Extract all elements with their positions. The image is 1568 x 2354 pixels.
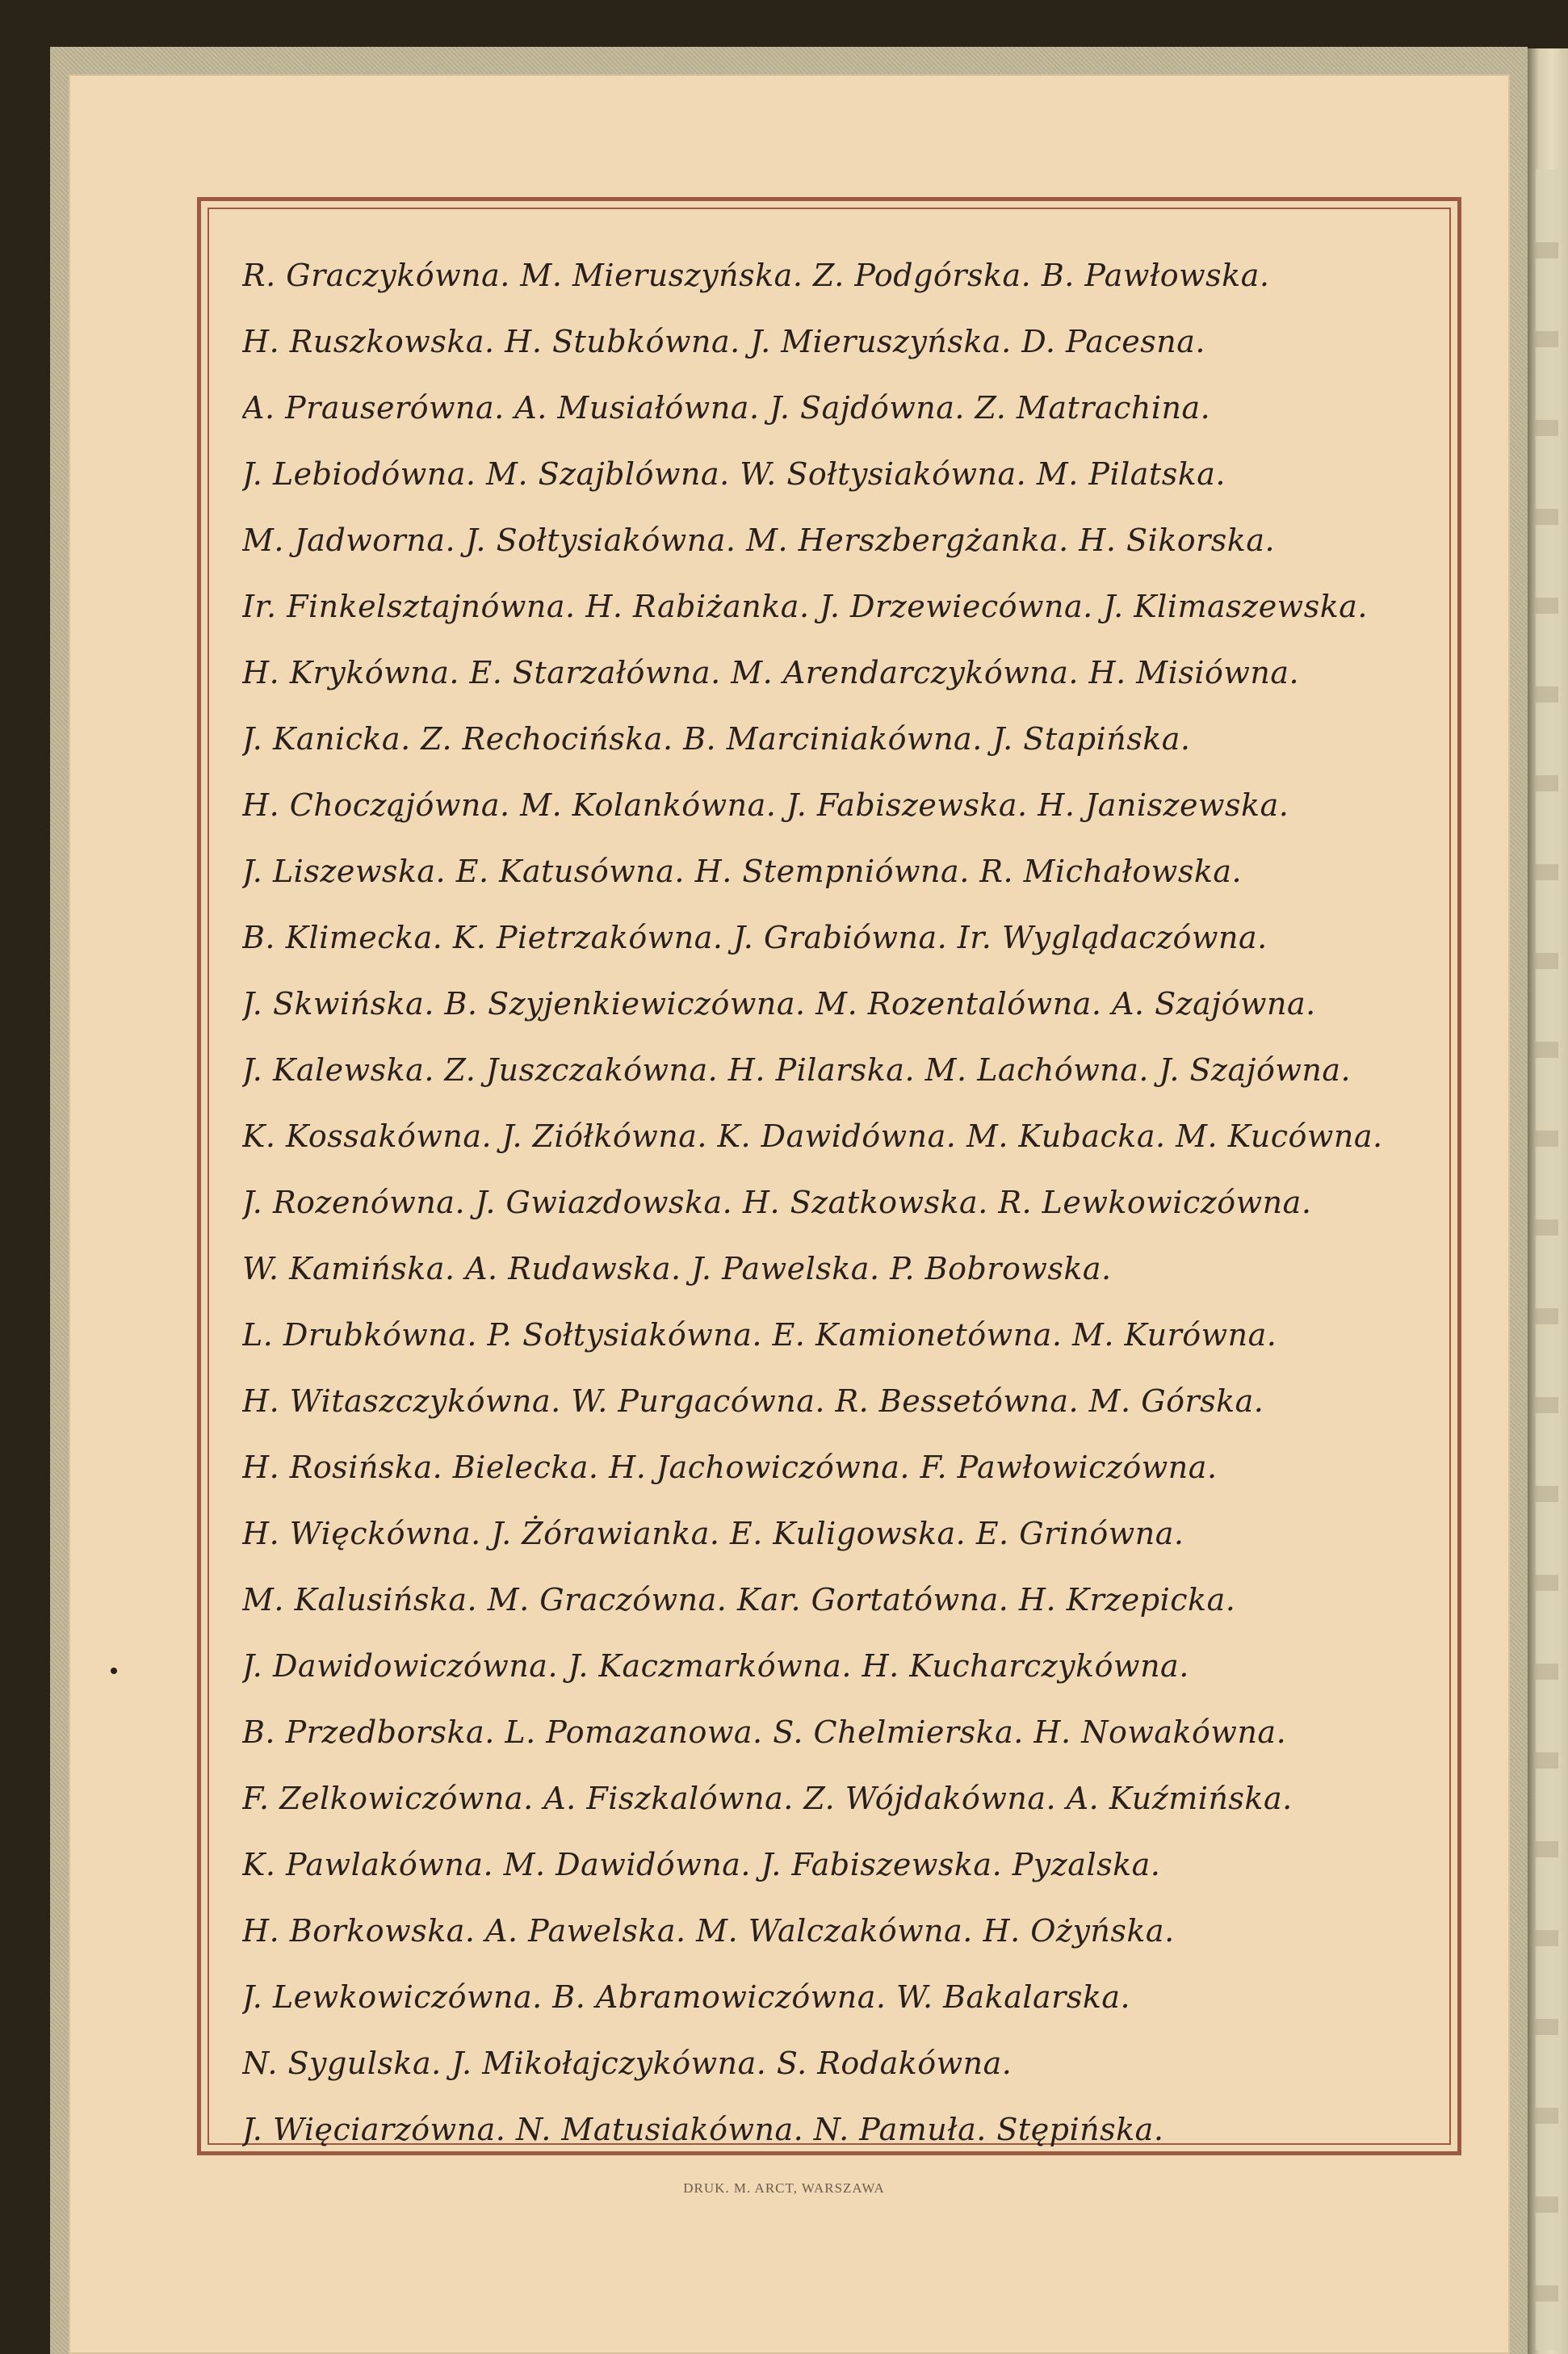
signature-line: H. Ruszkowska. H. Stubkówna. J. Mieruszyńska. D. Pacesna.: [242, 324, 1205, 359]
signature-line: J. Lewkowiczówna. B. Abramowiczówna. W. Bakalarska.: [242, 1979, 1131, 2015]
signature-line: H. Krykówna. E. Starzałówna. M. Arendarczykówna. H. Misiówna.: [242, 655, 1300, 690]
signature-line: J. Skwińska. B. Szyjenkiewiczówna. M. Rozentalówna. A. Szajówna.: [242, 986, 1316, 1022]
signature-list: [242, 242, 1429, 2147]
signature-line: K. Kossakówna. J. Ziółkówna. K. Dawidówna. M. Kubacka. M. Kucówna.: [242, 1118, 1383, 1154]
signature-line: J. Więciarzówna. N. Matusiakówna. N. Pamuła. Stępińska.: [242, 2112, 1164, 2147]
signature-line: L. Drubkówna. P. Sołtysiakówna. E. Kamionetówna. M. Kurówna.: [242, 1317, 1277, 1353]
signature-line: W. Kamińska. A. Rudawska. J. Pawelska. P. Bobrowska.: [242, 1251, 1112, 1286]
adjacent-page-ornament: [1536, 170, 1558, 2350]
signature-line: J. Liszewska. E. Katusówna. H. Stempniówna. R. Michałowska.: [242, 854, 1243, 889]
signature-line: J. Kanicka. Z. Rechocińska. B. Marciniakówna. J. Stapińska.: [242, 721, 1191, 757]
signature-line: H. Witaszczykówna. W. Purgacówna. R. Bessetówna. M. Górska.: [242, 1383, 1264, 1419]
signature-line: M. Kalusińska. M. Graczówna. Kar. Gortatówna. H. Krzepicka.: [242, 1582, 1236, 1618]
signature-line: H. Rosińska. Bielecka. H. Jachowiczówna. F. Pawłowiczówna.: [242, 1450, 1218, 1485]
signature-line: B. Klimecka. K. Pietrzakówna. J. Grabiówna. Ir. Wyglądaczówna.: [242, 920, 1268, 955]
signature-line: R. Graczykówna. M. Mieruszyńska. Z. Podgórska. B. Pawłowska.: [242, 258, 1270, 293]
adjacent-page-edge: [1528, 48, 1568, 2354]
signature-line: H. Więckówna. J. Żórawianka. E. Kuligowska. E. Grinówna.: [242, 1516, 1184, 1551]
signature-line: B. Przedborska. L. Pomazanowa. S. Chelmierska. H. Nowakówna.: [242, 1714, 1287, 1750]
signature-line: N. Sygulska. J. Mikołajczykówna. S. Rodakówna.: [242, 2046, 1012, 2081]
signature-line: H. Borkowska. A. Pawelska. M. Walczakówna. H. Ożyńska.: [242, 1913, 1175, 1949]
signature-line: J. Lebiodówna. M. Szajblówna. W. Sołtysiakówna. M. Pilatska.: [242, 456, 1226, 492]
signature-line: A. Prauserówna. A. Musiałówna. J. Sajdówna. Z. Matrachina.: [242, 390, 1211, 426]
signature-line: Ir. Finkelsztajnówna. H. Rabiżanka. J. Drzewiecówna. J. Klimaszewska.: [242, 589, 1368, 624]
printer-imprint: DRUK. M. ARCT, WARSZAWA: [683, 2180, 885, 2196]
signature-line: F. Zelkowiczówna. A. Fiszkalówna. Z. Wójdakówna. A. Kuźmińska.: [242, 1781, 1293, 1816]
signature-line: H. Chocząjówna. M. Kolankówna. J. Fabiszewska. H. Janiszewska.: [242, 787, 1289, 823]
signature-line: J. Dawidowiczówna. J. Kaczmarkówna. H. Kucharczykówna.: [242, 1648, 1189, 1684]
signature-line: M. Jadworna. J. Sołtysiakówna. M. Herszbergżanka. H. Sikorska.: [242, 522, 1276, 558]
signature-line: K. Pawlakówna. M. Dawidówna. J. Fabiszewska. Pyzalska.: [242, 1847, 1161, 1882]
ink-dot: [111, 1668, 117, 1674]
signature-line: J. Rozenówna. J. Gwiazdowska. H. Szatkowska. R. Lewkowiczówna.: [242, 1185, 1312, 1220]
signature-line: J. Kalewska. Z. Juszczakówna. H. Pilarska. M. Lachówna. J. Szajówna.: [242, 1052, 1352, 1088]
